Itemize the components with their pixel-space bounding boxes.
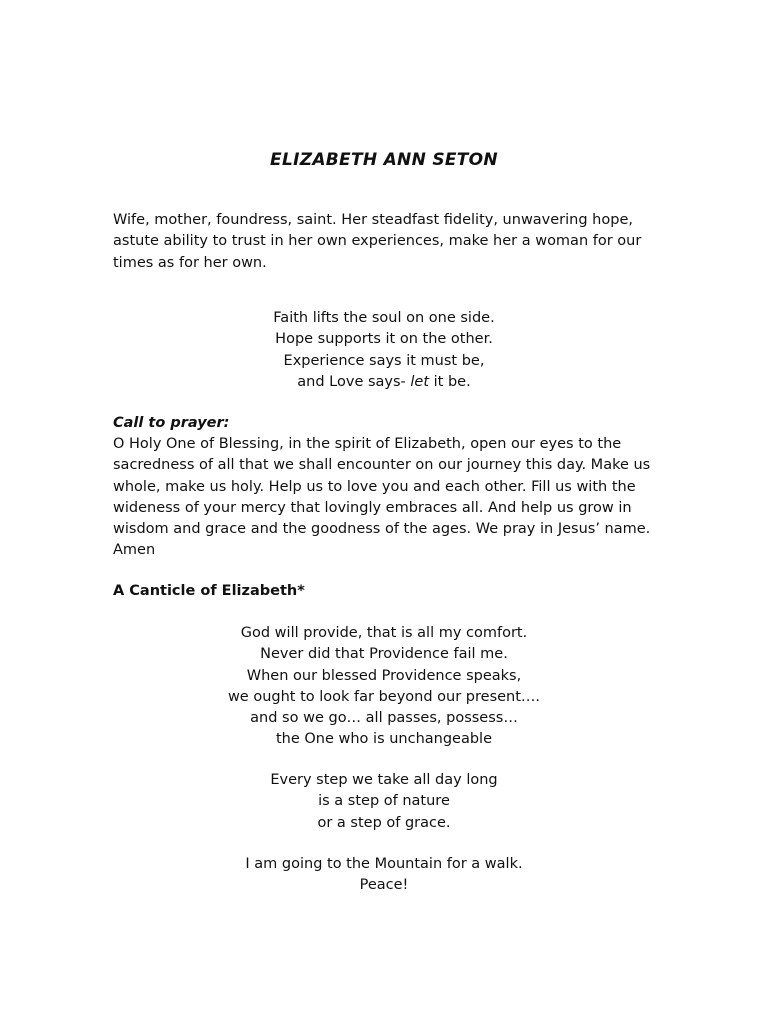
canticle-line: is a step of nature <box>318 793 450 810</box>
intro-line: astute ability to trust in her own experiences, make her a woman for our <box>113 233 642 250</box>
prayer-line: sacredness of all that we shall encounter on our journey this day. Make us <box>113 457 651 474</box>
canticle-line: we ought to look far beyond our present…. <box>227 688 541 705</box>
poem-line-end: it be. <box>429 373 471 390</box>
poem-line: Experience says it must be, <box>283 352 485 369</box>
canticle-line: Never did that Providence fail me. <box>260 646 508 663</box>
poem-line <box>0 372 768 393</box>
intro-line: Wife, mother, foundress, saint. Her steadfast fidelity, unwavering hope, <box>113 212 633 228</box>
prayer-line: Amen <box>113 542 156 559</box>
canticle-line: or a step of grace. <box>317 814 451 831</box>
prayer-paragraph <box>113 434 651 562</box>
poem-line: Faith lifts the soul on one side. <box>273 310 495 326</box>
intro-paragraph <box>113 210 643 274</box>
page-title: ELIZABETH ANN SETON <box>270 150 498 170</box>
canticle-line: Peace! <box>359 877 409 894</box>
canticle-line: Every step we take all day long <box>270 772 498 788</box>
prayer-heading: Call to prayer: <box>113 415 230 431</box>
canticle-line: God will provide, that is all my comfort. <box>240 625 528 641</box>
canticle-stanza <box>0 854 768 897</box>
poem-verse <box>0 308 768 393</box>
canticle-line: and so we go… all passes, possess… <box>250 710 518 727</box>
intro-line: times as for her own. <box>113 254 267 271</box>
poem-line-emphasis: let <box>410 373 430 390</box>
prayer-line: whole, make us holy. Help us to love you and each other. Fill us with the <box>113 478 636 495</box>
canticle-stanza <box>0 623 768 751</box>
prayer-line: wideness of your mercy that lovingly embraces all. And help us grow in <box>113 499 632 516</box>
canticle-heading: A Canticle of Elizabeth* <box>113 583 305 599</box>
canticle-line: the One who is unchangeable <box>275 731 493 748</box>
poem-line-start: and Love says- <box>297 373 411 390</box>
prayer-line: wisdom and grace and the goodness of the ages. We pray in Jesus’ name. <box>113 521 651 538</box>
canticle-line: When our blessed Providence speaks, <box>246 667 522 684</box>
prayer-line: O Holy One of Blessing, in the spirit of Elizabeth, open our eyes to the <box>113 436 622 452</box>
poem-line: Hope supports it on the other. <box>275 331 493 348</box>
canticle-line: I am going to the Mountain for a walk. <box>245 856 523 872</box>
canticle-stanza <box>0 770 768 834</box>
